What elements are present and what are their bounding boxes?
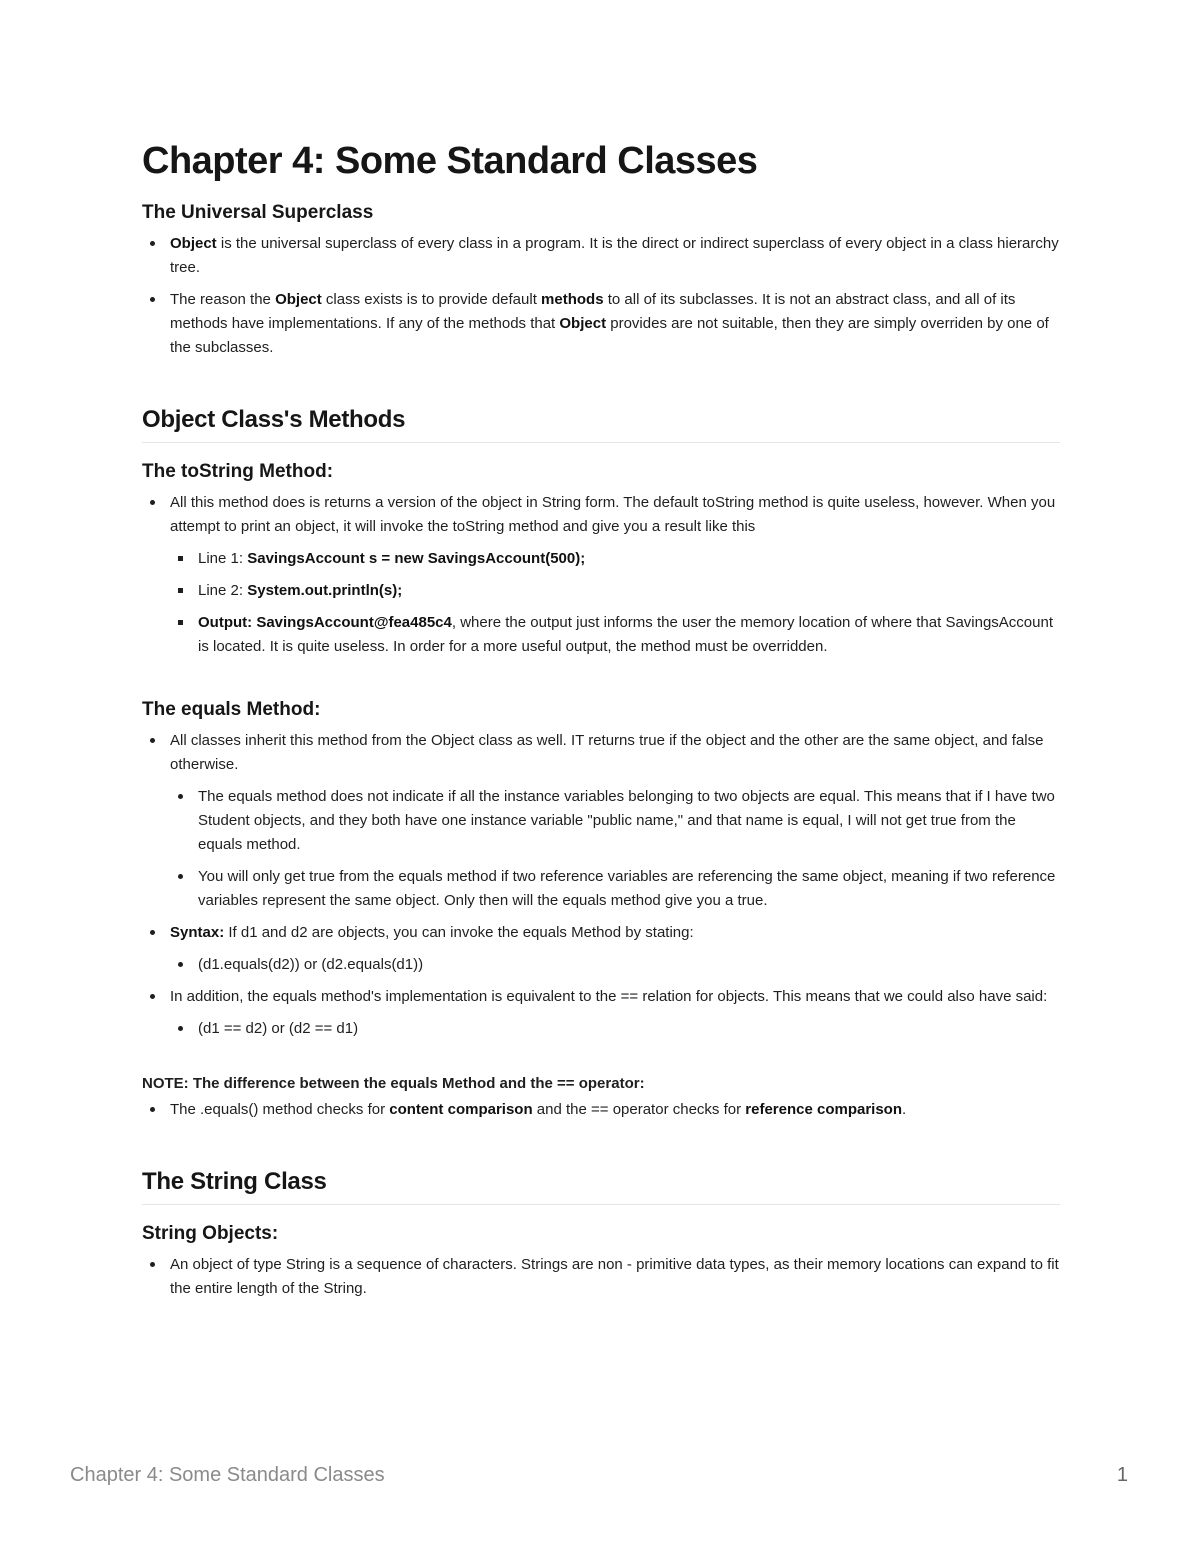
list-item: Object is the universal superclass of every class in a program. It is the direct or indirect superclass of every object in a class hierarchy tree. bbox=[142, 232, 1060, 280]
string-objects-heading: String Objects: bbox=[142, 1222, 279, 1244]
list-item: Line 2: System.out.println(s); bbox=[170, 579, 1060, 603]
equals-heading: The equals Method: bbox=[142, 698, 321, 720]
list-item: Line 1: SavingsAccount s = new SavingsAccount(500); bbox=[170, 547, 1060, 571]
list-item: (d1.equals(d2)) or (d2.equals(d1)) bbox=[170, 953, 1060, 977]
list-item: An object of type String is a sequence of characters. Strings are non - primitive data types, as their memory locations can expand to fit the entire length of the String. bbox=[142, 1253, 1060, 1301]
list-item: In addition, the equals method's implementation is equivalent to the == relation for objects. This means that we could also have said: (d1 == d2) or (d2 == d1) bbox=[142, 985, 1060, 1041]
list-item: All classes inherit this method from the Object class as well. IT returns true if the object and the other are the same object, and false otherwise. The equals method does not indicate if all the instance variables belonging to two objects are equal. This means that if I have two Student objects, and they both have one instance variable "public name," and that name is equal, I will not get true from the equals method. You will only get true from the equals method if two reference variables are referencing the same object, meaning if two reference variables represent the same object. Only then will the equals method give you a true. bbox=[142, 729, 1060, 913]
equals-list bbox=[142, 729, 1060, 1041]
string-class-heading: The String Class bbox=[142, 1168, 1060, 1205]
page-title: Chapter 4: Some Standard Classes bbox=[142, 140, 758, 182]
list-item: Output: SavingsAccount@fea485c4, where the output just informs the user the memory location of where that SavingsAccount is located. It is quite useless. In order for a more useful output, the method must be overridden. bbox=[170, 611, 1060, 659]
universal-list bbox=[142, 232, 1060, 360]
list-item: The .equals() method checks for content comparison and the == operator checks for reference comparison. bbox=[142, 1098, 1060, 1122]
list-item: All this method does is returns a version of the object in String form. The default toString method is quite useless, however. When you attempt to print an object, it will invoke the toString method and give you a result like this Line 1: SavingsAccount s = new SavingsAccount(500); Line 2: System.out.println(s); Output: SavingsAccount@fea485c4, where the output just informs the user the memory location of where that SavingsAccount is located. It is quite useless. In order for a more useful output, the method must be overridden. bbox=[142, 491, 1060, 659]
tostring-list bbox=[142, 491, 1060, 659]
footer-title: Chapter 4: Some Standard Classes bbox=[70, 1464, 385, 1486]
list-item: The reason the Object class exists is to provide default methods to all of its subclasses. It is not an abstract class, and all of its methods have implementations. If any of the methods that Object provides are not suitable, then they are simply overriden by one of the subclasses. bbox=[142, 288, 1060, 360]
object-methods-heading: Object Class's Methods bbox=[142, 406, 1060, 443]
list-item: Syntax: If d1 and d2 are objects, you can invoke the equals Method by stating: (d1.equals(d2)) or (d2.equals(d1)) bbox=[142, 921, 1060, 977]
list-item: You will only get true from the equals method if two reference variables are referencing the same object, meaning if two reference variables represent the same object. Only then will the equals method give you a true. bbox=[170, 865, 1060, 913]
list-item: The equals method does not indicate if all the instance variables belonging to two objects are equal. This means that if I have two Student objects, and they both have one instance variable "public name," and that name is equal, I will not get true from the equals method. bbox=[170, 785, 1060, 857]
note-list bbox=[142, 1098, 1060, 1122]
note-heading: NOTE: The difference between the equals Method and the == operator: bbox=[142, 1074, 645, 1092]
list-item: (d1 == d2) or (d2 == d1) bbox=[170, 1017, 1060, 1041]
page-content bbox=[142, 138, 1060, 1309]
string-objects-list bbox=[142, 1253, 1060, 1301]
universal-superclass-heading: The Universal Superclass bbox=[142, 201, 374, 223]
tostring-heading: The toString Method: bbox=[142, 460, 334, 482]
page-number: 1 bbox=[1116, 1464, 1128, 1486]
